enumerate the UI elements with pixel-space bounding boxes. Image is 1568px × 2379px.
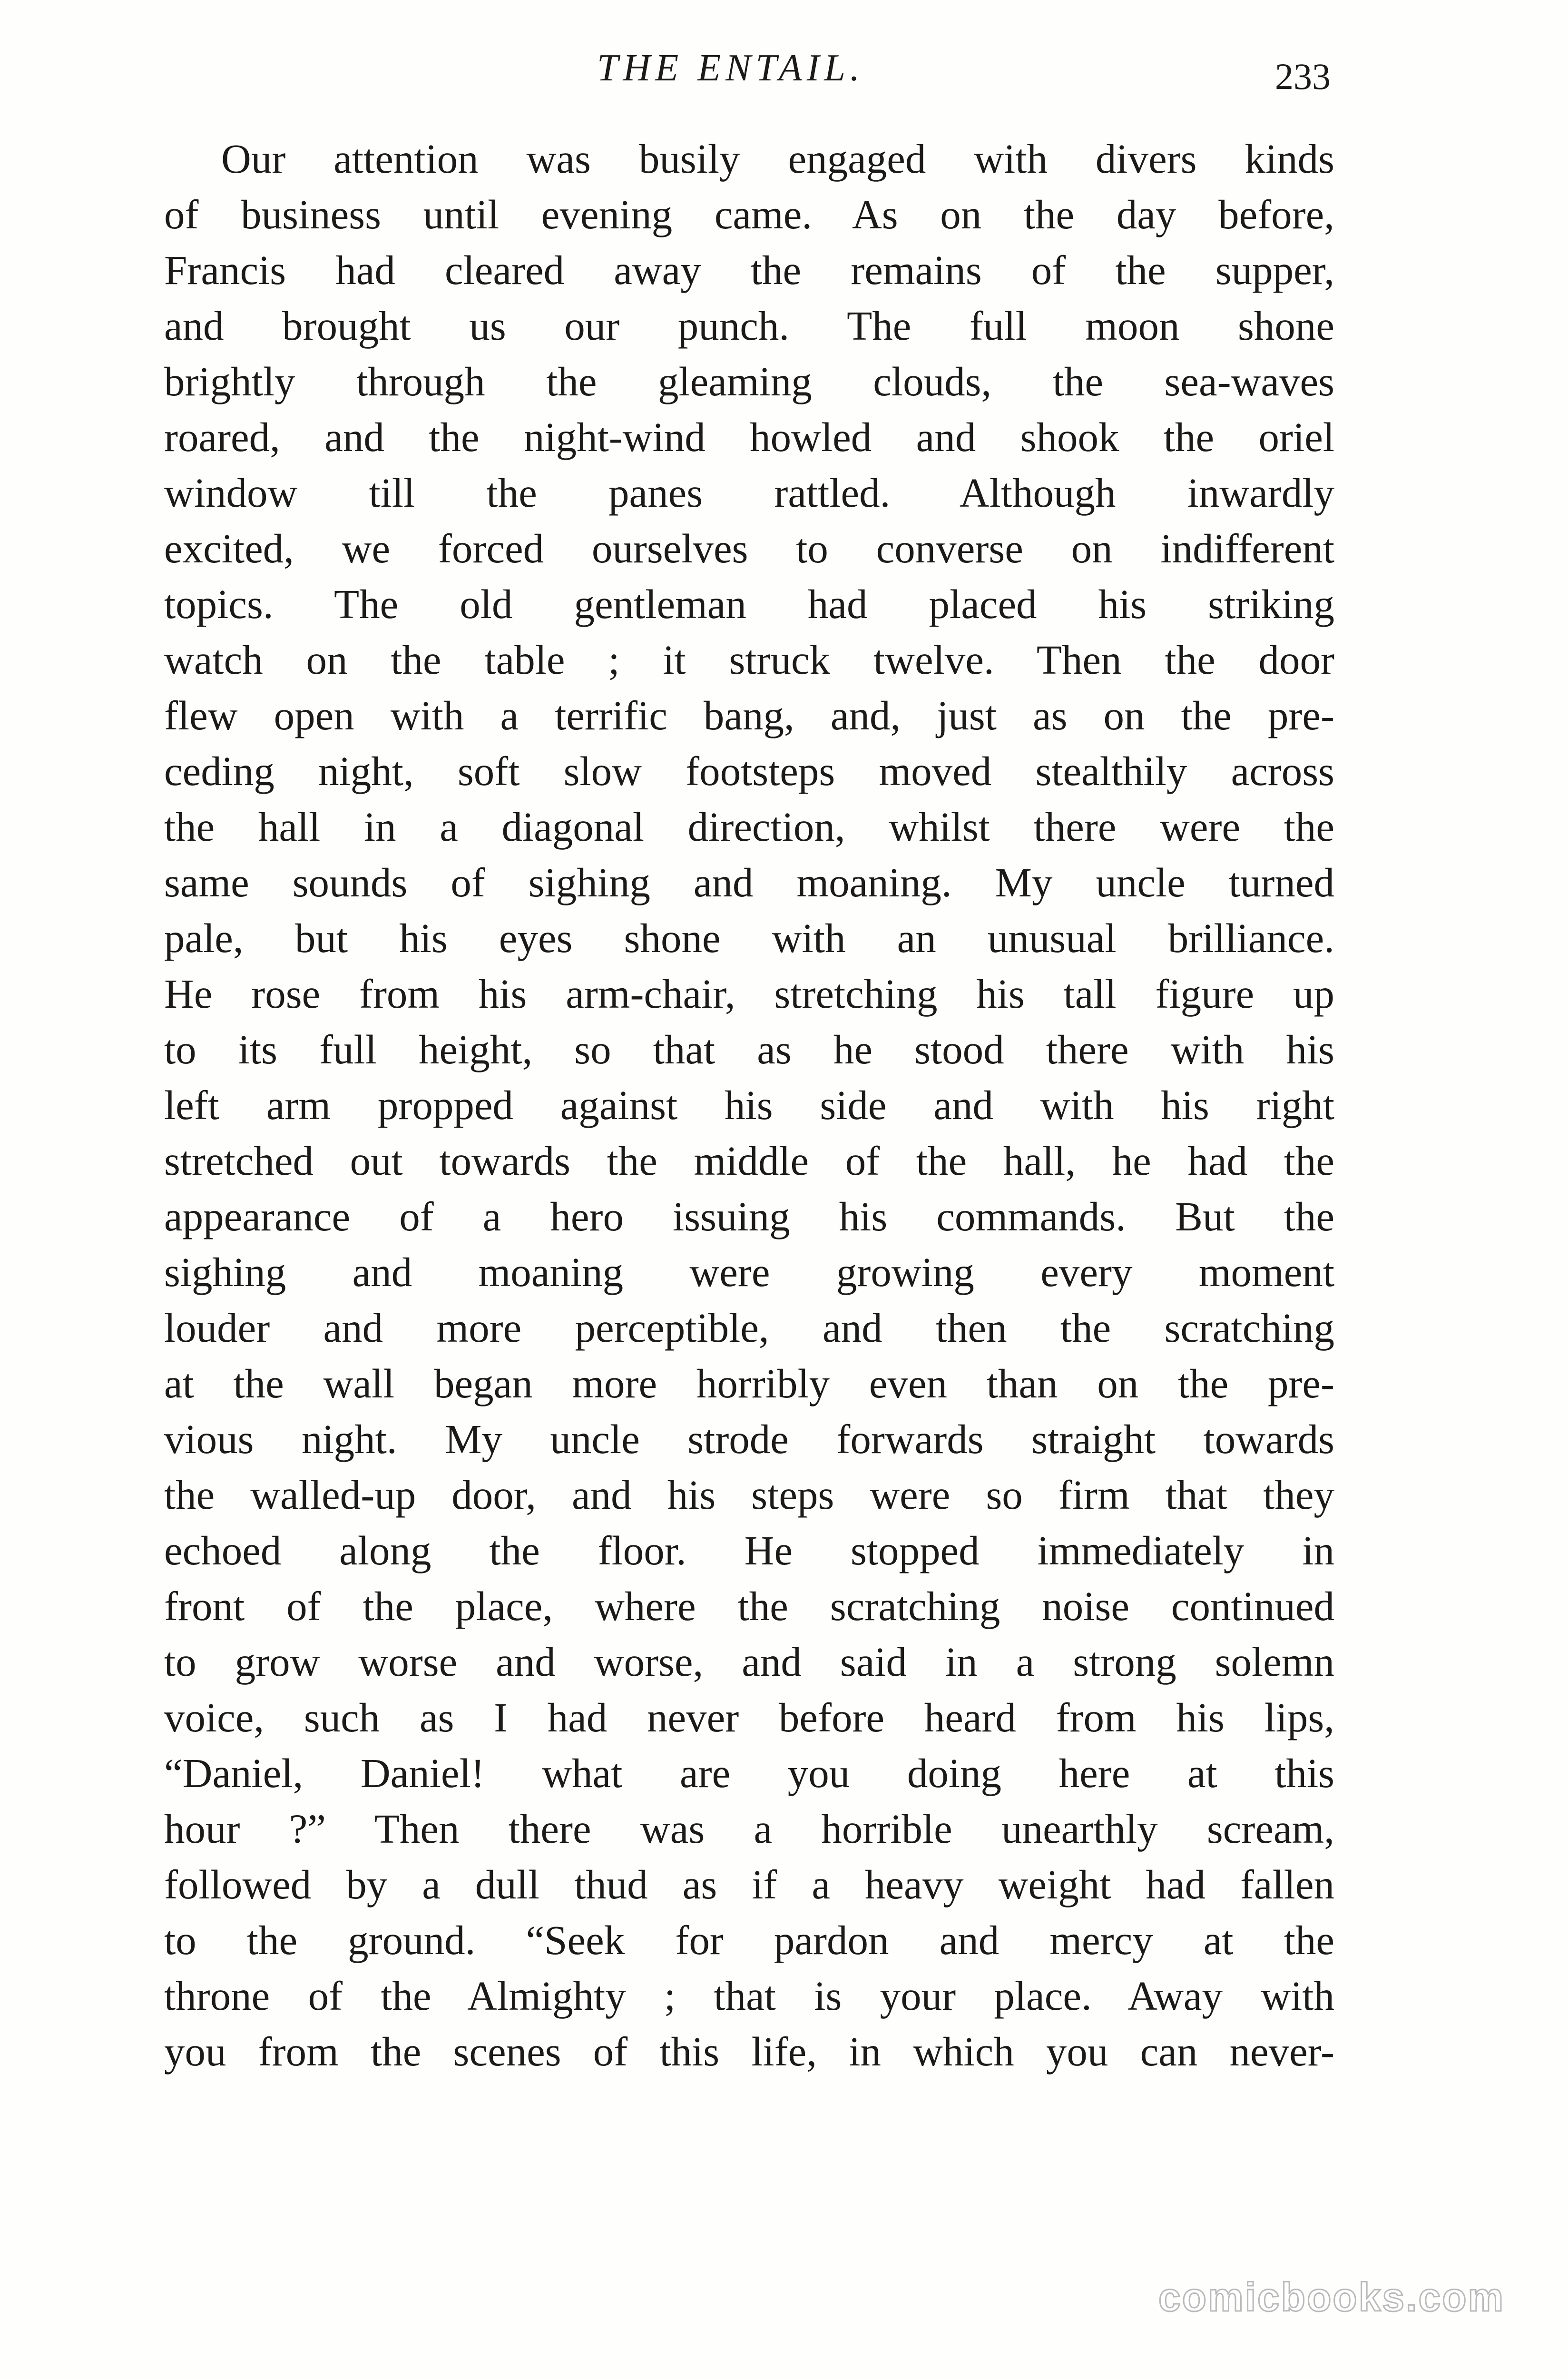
watermark: comicbooks.com [1158,2275,1505,2320]
text-line: left arm propped against his side and with his right [164,1082,1334,1128]
running-header [0,42,1568,97]
text-line: topics. The old gentleman had placed his striking [164,581,1334,627]
text-line: voice, such as I had never before heard from his lips, [164,1694,1334,1740]
text-line: brightly through the gleaming clouds, the sea-waves [164,358,1334,404]
text-line: pale, but his eyes shone with an unusual brilliance. [164,915,1334,961]
page-number: 233 [1275,56,1331,97]
text-line: the hall in a diagonal direction, whilst there were the [164,804,1334,850]
text-line: roared, and the night-wind howled and shook the oriel [164,414,1334,460]
text-line: Francis had cleared away the remains of the supper, [164,247,1334,293]
text-line: hour ?” Then there was a horrible unearthly scream, [164,1806,1334,1852]
text-line: louder and more perceptible, and then the scratching [164,1305,1334,1351]
text-line: echoed along the floor. He stopped immediately in [164,1527,1334,1573]
text-line: watch on the table ; it struck twelve. Then the door [164,637,1334,683]
text-line: “Daniel, Daniel! what are you doing here at this [164,1750,1334,1796]
text-line: flew open with a terrific bang, and, just as on the pre- [164,692,1334,738]
text-line: and brought us our punch. The full moon shone [164,303,1334,349]
text-line: appearance of a hero issuing his commands. But the [164,1193,1334,1239]
text-line: sighing and moaning were growing every moment [164,1249,1334,1295]
text-line: of business until evening came. As on the day before, [164,191,1334,237]
text-line: window till the panes rattled. Although inwardly [164,470,1334,516]
text-line: throne of the Almighty ; that is your place. Away with [164,1973,1334,2019]
running-title: THE ENTAIL. [597,47,864,89]
text-line: followed by a dull thud as if a heavy weight had fallen [164,1861,1334,1907]
text-line: front of the place, where the scratching noise continued [164,1583,1334,1629]
text-line: to its full height, so that as he stood there with his [164,1026,1334,1072]
text-line: to grow worse and worse, and said in a strong solemn [164,1639,1334,1685]
text-line: excited, we forced ourselves to converse on indifferent [164,525,1334,571]
text-line: at the wall began more horribly even than on the pre- [164,1360,1334,1406]
text-line: vious night. My uncle strode forwards straight towards [164,1416,1334,1462]
text-line: Our attention was busily engaged with divers kinds [221,136,1334,182]
text-line: He rose from his arm-chair, stretching his tall figure up [164,971,1334,1017]
text-line: same sounds of sighing and moaning. My uncle turned [164,859,1334,905]
text-line: the walled-up door, and his steps were so firm that they [164,1472,1334,1518]
text-line: ceding night, soft slow footsteps moved stealthily across [164,748,1334,794]
text-line: stretched out towards the middle of the hall, he had the [164,1138,1334,1184]
text-line: you from the scenes of this life, in which you can never- [164,2028,1334,2074]
body-paragraph [164,131,1334,2079]
text-line: to the ground. “Seek for pardon and mercy at the [164,1917,1334,1963]
